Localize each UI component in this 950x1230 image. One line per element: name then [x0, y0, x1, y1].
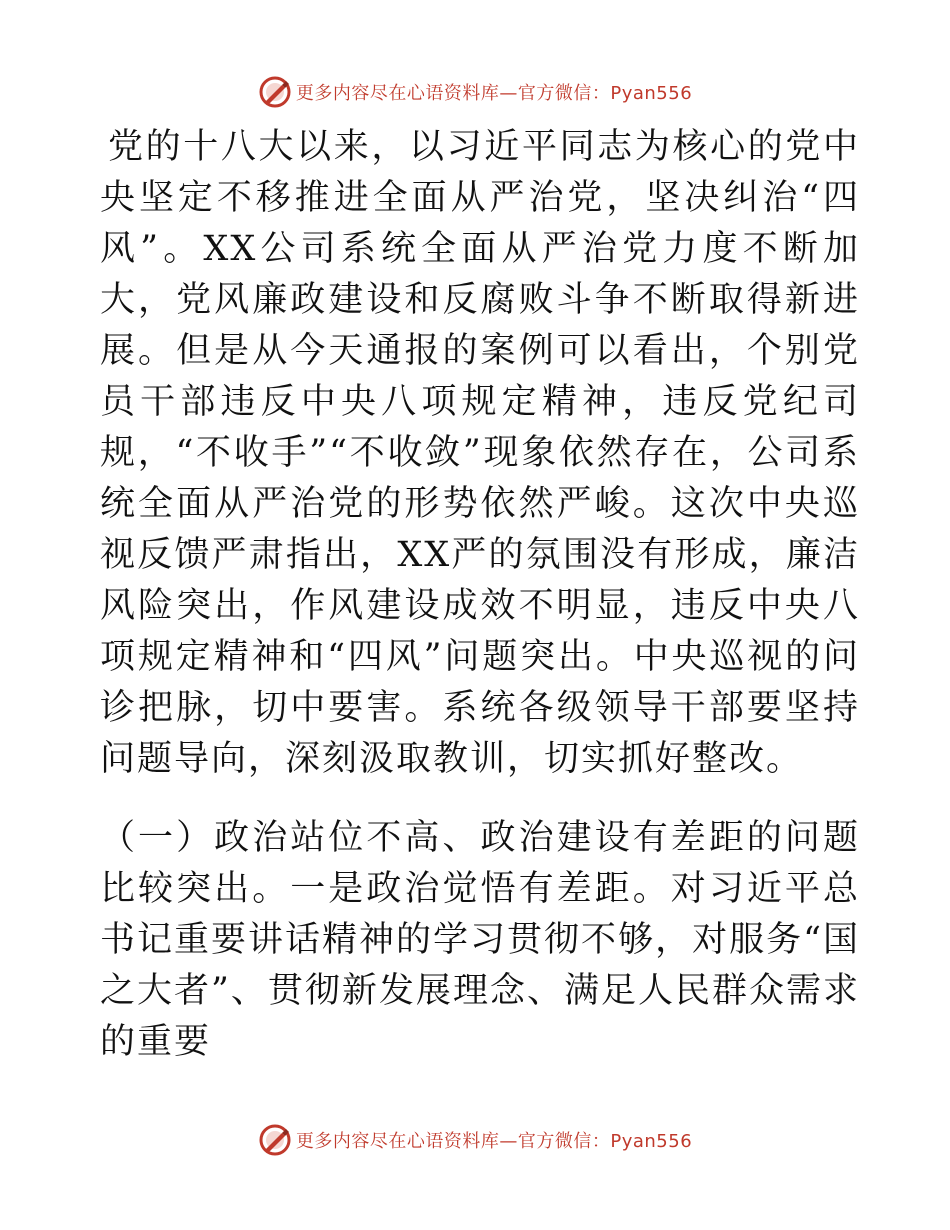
- pen-logo-icon: [258, 1123, 292, 1157]
- pen-logo-icon: [258, 75, 292, 109]
- header-watermark: [0, 72, 950, 112]
- footer-watermark: [0, 1120, 950, 1160]
- watermark-text: 更多内容尽在心语资料库—官方微信：Pyan556: [295, 1131, 693, 1152]
- document-body: [100, 122, 860, 1068]
- watermark-text: 更多内容尽在心语资料库—官方微信：Pyan556: [295, 83, 693, 104]
- body-paragraph: （一）政治站位不高、政治建设有差距的问题比较突出。一是政治觉悟有差距。对习近平总书记重要讲话精神的学习贯彻不够，对服务“国之大者”、贯彻新发展理念、满足人民群众需求的重要: [100, 818, 860, 1062]
- body-paragraph: 党的十八大以来，以习近平同志为核心的党中央坚定不移推进全面从严治党，坚决纠治“四风”。XX公司系统全面从严治党力度不断加大，党风廉政建设和反腐败斗争不断取得新进展。但是从今天通报的案例可以看出，个别党员干部违反中央八项规定精神，违反党纪司规，“不收手”“不收敛”现象依然存在，公司系统全面从严治党的形势依然严峻。这次中央巡视反馈严肃指出，XX严的氛围没有形成，廉洁风险突出，作风建设成效不明显，违反中央八项规定精神和“四风”问题突出。中央巡视的问诊把脉，切中要害。系统各级领导干部要坚持问题导向，深刻汲取教训，切实抓好整改。: [100, 127, 860, 779]
